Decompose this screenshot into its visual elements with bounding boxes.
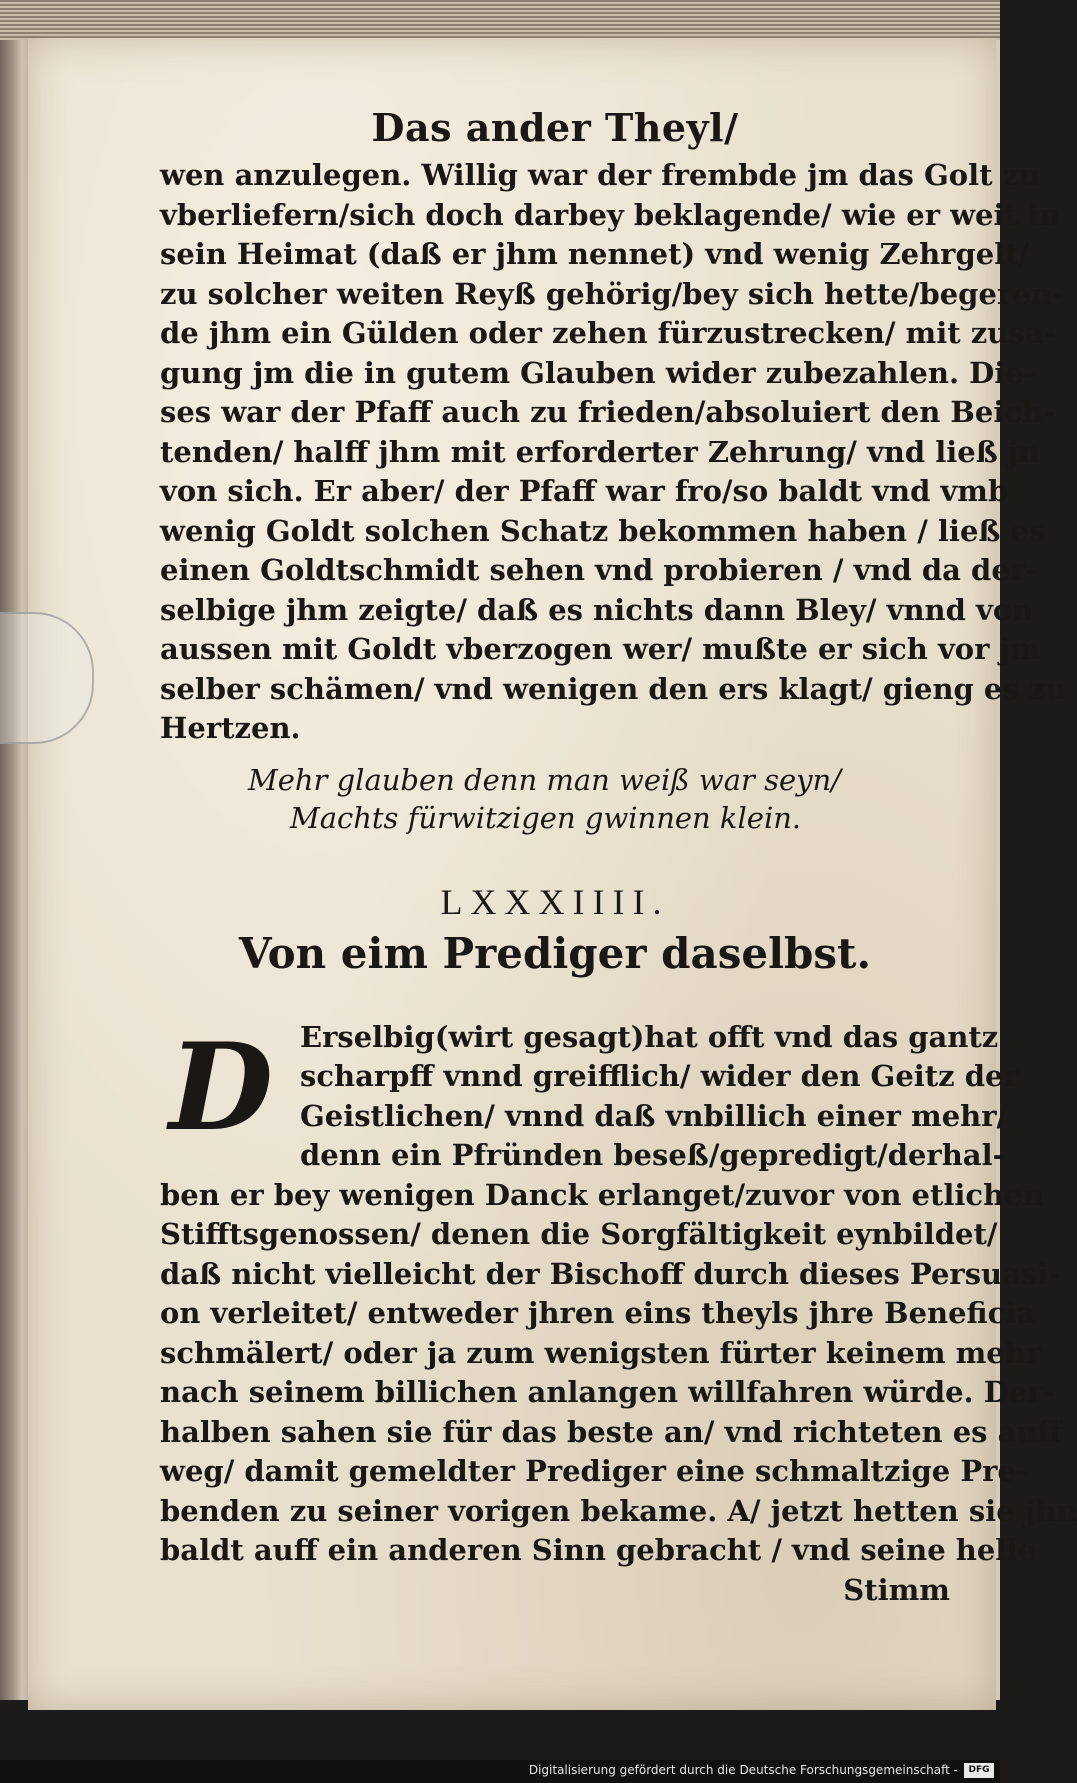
verse-line: Machts fürwitzigen gwinnen klein. bbox=[290, 800, 802, 835]
text-line: zu solcher weiten Reyß gehörig/bey sich hette/begeren- bbox=[160, 276, 1064, 311]
text-line: Hertzen. bbox=[160, 711, 301, 745]
chapter-title: Von eim Prediger daselbst. bbox=[238, 928, 872, 978]
text-line: baldt auff ein anderen Sinn gebracht / vnd seine helle bbox=[160, 1533, 1036, 1567]
text-line: Geistlichen/ vnnd daß vnbillich einer mehr/ bbox=[300, 1098, 1008, 1133]
text-line: sein Heimat (daß er jhm nennet) vnd wenig Zehrgelt/ bbox=[160, 237, 1030, 271]
chapter-number: LXXXIIII. bbox=[440, 881, 670, 922]
drop-cap: D bbox=[168, 1017, 274, 1158]
paragraph-2 bbox=[160, 1017, 1077, 1611]
text-line: denn ein Pfründen beseß/gepredigt/derhal- bbox=[300, 1138, 1005, 1172]
verse-couplet bbox=[160, 761, 950, 837]
text-line: Erselbig(wirt gesagt)hat offt vnd das gantz bbox=[300, 1019, 999, 1054]
text-line: wenig Goldt solchen Schatz bekommen haben / ließ es bbox=[160, 513, 1046, 548]
text-line: scharpff vnnd greifflich/ wider den Geitz der bbox=[300, 1059, 1019, 1093]
funding-credit: Digitalisierung gefördert durch die Deutsche Forschungsgemeinschaft - bbox=[528, 1763, 958, 1777]
text-line: ses war der Pfaff auch zu frieden/absoluiert den Beich- bbox=[160, 395, 1056, 429]
catchword: Stimm bbox=[843, 1572, 950, 1607]
text-line: von sich. Er aber/ der Pfaff war fro/so baldt vnd vmb bbox=[160, 474, 1009, 508]
page-stack-edge bbox=[0, 0, 1000, 40]
text-line: benden zu seiner vorigen bekame. A/ jetzt hetten sie jhn bbox=[160, 1493, 1077, 1528]
text-line: weg/ damit gemeldter Prediger eine schmaltzige Pre- bbox=[160, 1454, 1028, 1488]
text-line: wen anzulegen. Willig war der frembde jm das Golt zu bbox=[160, 158, 1041, 192]
footer-bar bbox=[0, 1760, 1000, 1783]
text-line: nach seinem billichen anlangen willfahren würde. Der- bbox=[160, 1375, 1055, 1409]
text-line: aussen mit Goldt vberzogen wer/ mußte er sich vor jm bbox=[160, 632, 1041, 666]
text-line: on verleitet/ entweder jhren eins theyls jhre Beneficia bbox=[160, 1296, 1036, 1330]
text-line: de jhm ein Gülden oder zehen fürzustrecken/ mit zusa- bbox=[160, 316, 1056, 350]
text-line: selber schämen/ vnd wenigen den ers klagt/ gieng es zu bbox=[160, 671, 1067, 706]
dfg-logo: DFG bbox=[964, 1763, 994, 1778]
text-line: Stifftsgenossen/ denen die Sorgfältigkeit eynbildet/ bbox=[160, 1217, 998, 1251]
verse-line: Mehr glauben denn man weiß war seyn/ bbox=[248, 762, 841, 797]
paragraph-1 bbox=[160, 156, 1067, 749]
text-line: daß nicht vielleicht der Bischoff durch dieses Persuasi- bbox=[160, 1256, 1061, 1291]
text-line: tenden/ halff jhm mit erforderter Zehrung/ vnd ließ jn bbox=[160, 434, 1040, 469]
text-line: ben er bey wenigen Danck erlanget/zuvor von etlichen bbox=[160, 1177, 1044, 1212]
running-head: Das ander Theyl/ bbox=[371, 105, 739, 150]
text-line: schmälert/ oder ja zum wenigsten fürter keinem mehr bbox=[160, 1335, 1042, 1370]
text-line: gung jm die in gutem Glauben wider zubezahlen. Die- bbox=[160, 355, 1036, 390]
text-line: halben sahen sie für das beste an/ vnd richteten es auff bbox=[160, 1414, 1062, 1449]
text-line: vberliefern/sich doch darbey beklagende/ wie er weit in bbox=[160, 197, 1061, 232]
page-text bbox=[160, 105, 1077, 1610]
text-line: einen Goldtschmidt sehen vnd probieren / vnd da der- bbox=[160, 553, 1038, 587]
text-line: selbige jhm zeigte/ daß es nichts dann Bley/ vnnd von bbox=[160, 592, 1034, 627]
